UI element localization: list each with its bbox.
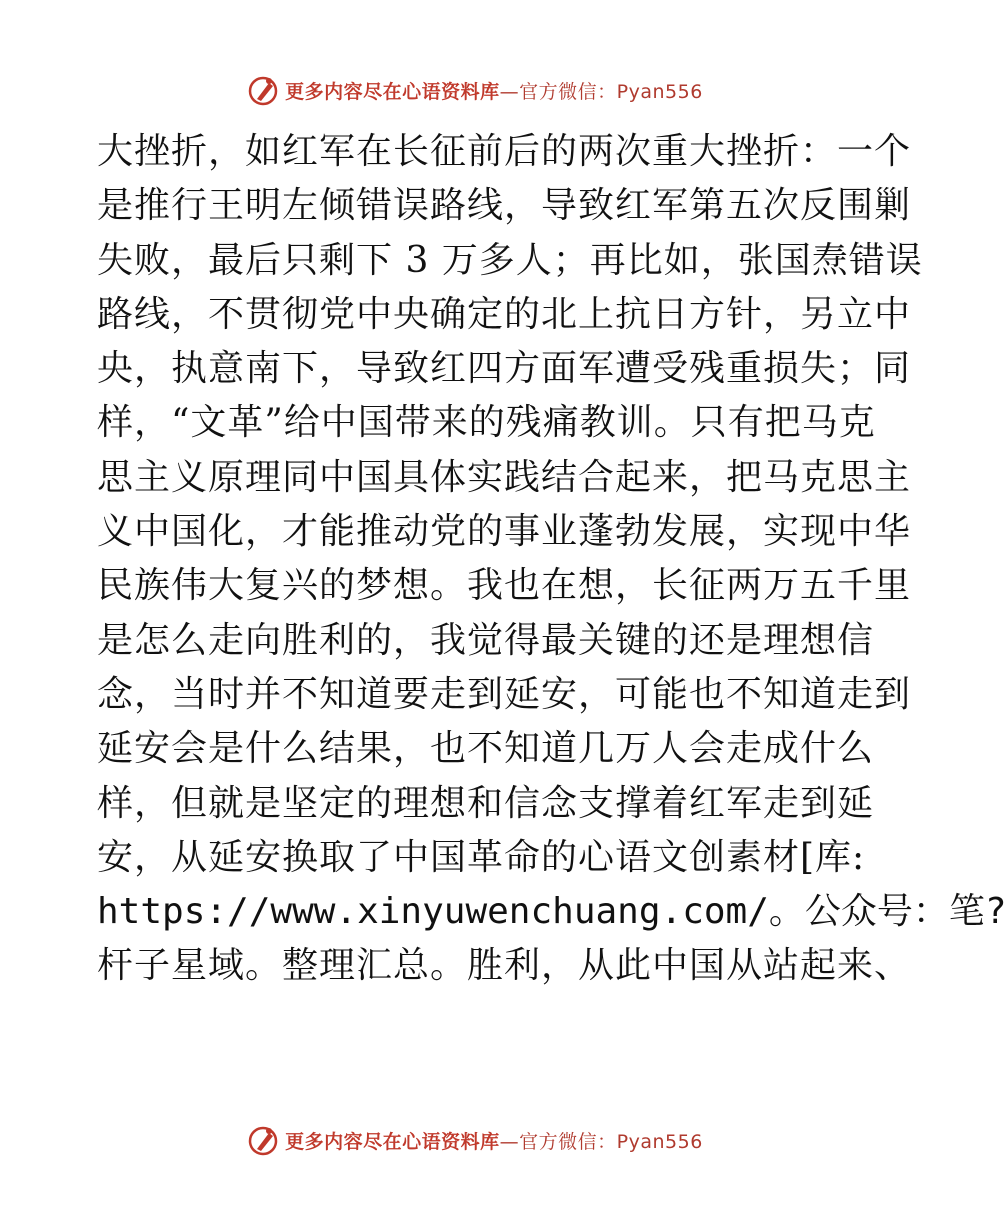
body-line: 是推行王明左倾错误路线，导致红军第五次反围剿 xyxy=(97,185,912,227)
body-line: 失败，最后只剩下 3 万多人；再比如，张国焘错误 xyxy=(97,239,923,281)
document-body xyxy=(97,125,1007,994)
body-line: 念，当时并不知道要走到延安，可能也不知道走到 xyxy=(97,673,912,715)
body-line: 安，从延安换取了中国革命的心语文创素材[库: xyxy=(97,836,866,878)
body-line: 样，但就是坚定的理想和信念支撑着红军走到延 xyxy=(97,782,875,824)
body-line: 义中国化，才能推动党的事业蓬勃发展，实现中华 xyxy=(97,511,912,553)
body-line: 路线，不贯彻党中央确定的北上抗日方针，另立中 xyxy=(97,293,912,335)
body-line: 大挫折，如红军在长征前后的两次重大挫折：一个 xyxy=(97,131,912,172)
watermark-main: 更多内容尽在心语资料库 xyxy=(285,80,500,103)
watermark-main: 更多内容尽在心语资料库 xyxy=(285,1130,500,1153)
body-line: 延安会是什么结果，也不知道几万人会走成什么 xyxy=(97,728,875,770)
watermark-text xyxy=(285,1127,703,1154)
watermark-sub: —官方微信：Pyan556 xyxy=(499,1130,703,1153)
watermark-sub: —官方微信：Pyan556 xyxy=(499,80,703,103)
body-line: 是怎么走向胜利的，我觉得最关键的还是理想信 xyxy=(97,619,875,661)
body-line: 央，执意南下，导致红四方面军遭受残重损失；同 xyxy=(97,348,912,390)
body-line: 样，“文革”给中国带来的残痛教训。只有把马克 xyxy=(97,402,876,444)
body-line: 民族伟大复兴的梦想。我也在想，长征两万五千里 xyxy=(97,565,912,607)
body-line: 杆子星域。整理汇总。胜利，从此中国从站起来、 xyxy=(97,945,912,987)
watermark-text xyxy=(285,77,703,104)
footer-watermark xyxy=(0,1120,950,1160)
header-watermark xyxy=(0,70,950,110)
pen-nib-circle-icon xyxy=(247,1123,281,1157)
body-line: 思主义原理同中国具体实践结合起来，把马克思主 xyxy=(97,456,912,498)
body-line-url: https://www.xinyuwenchuang.com/。公众号：笔? xyxy=(97,891,1007,933)
pen-nib-circle-icon xyxy=(247,73,281,107)
